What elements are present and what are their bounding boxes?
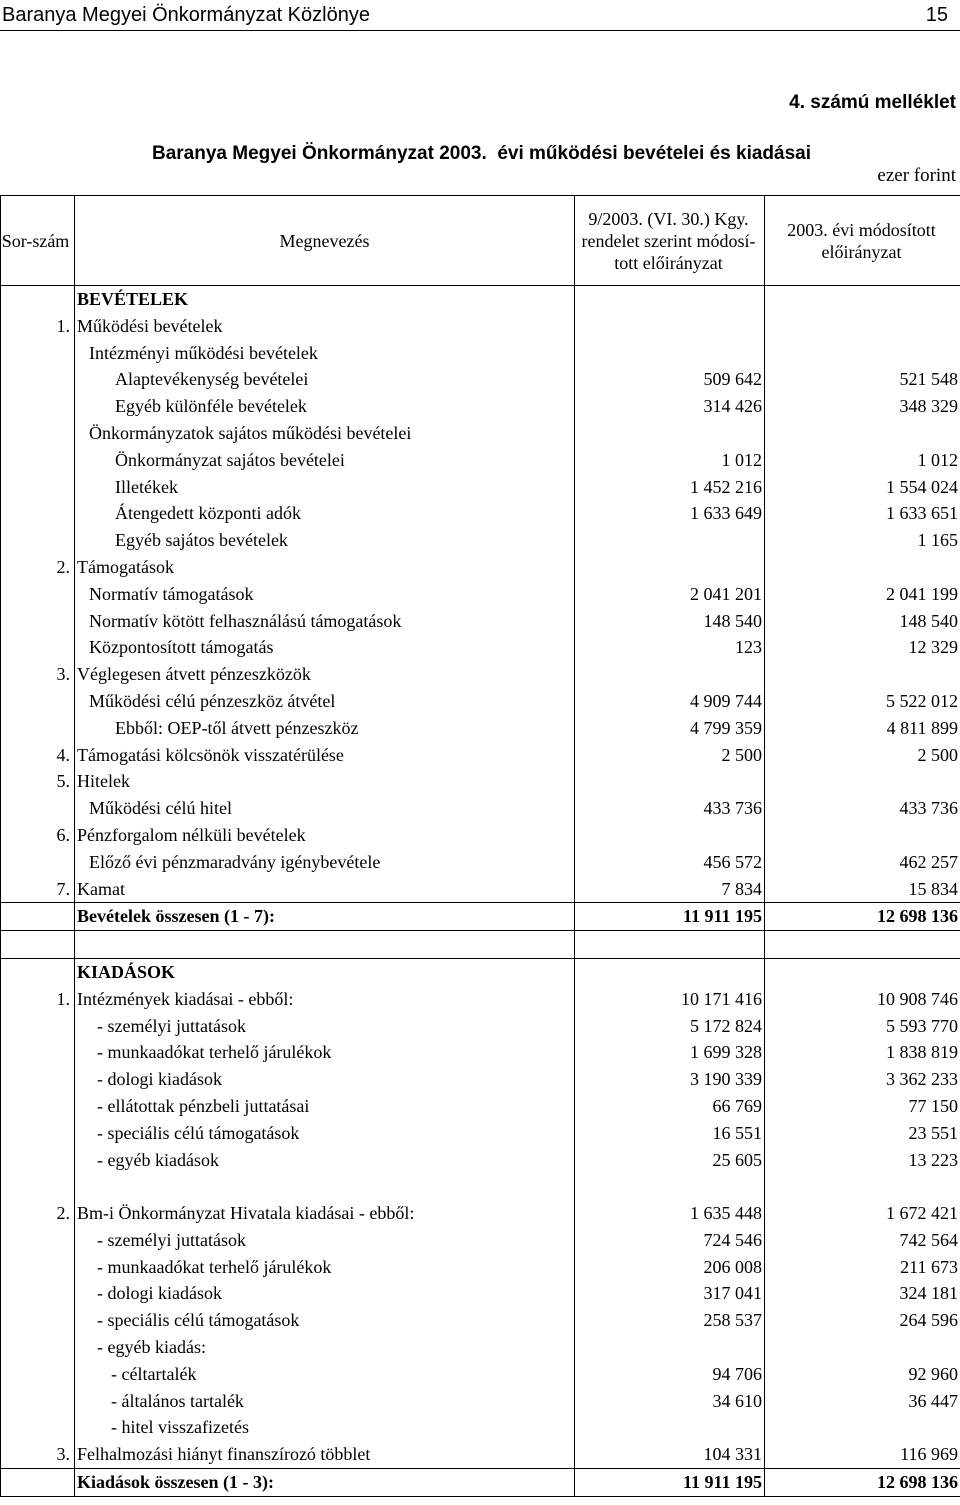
row-value-2003-modified bbox=[765, 931, 960, 959]
table-row bbox=[1, 1307, 960, 1334]
row-name: Támogatások bbox=[75, 554, 575, 581]
row-name: - általános tartalék bbox=[75, 1388, 575, 1415]
row-number bbox=[1, 286, 75, 313]
row-number bbox=[1, 688, 75, 715]
row-value-2003-modified: 12 698 136 bbox=[765, 1469, 960, 1497]
row-value-2003-modified: 1 012 bbox=[765, 447, 960, 474]
row-number bbox=[1, 447, 75, 474]
row-value-2003-decree: 1 635 448 bbox=[575, 1200, 765, 1227]
table-row bbox=[1, 634, 960, 661]
row-value-2003-decree bbox=[575, 661, 765, 688]
row-value-2003-decree: 148 540 bbox=[575, 608, 765, 635]
row-value-2003-modified: 742 564 bbox=[765, 1227, 960, 1254]
row-number: 5. bbox=[1, 768, 75, 795]
row-number bbox=[1, 1307, 75, 1334]
row-number: 3. bbox=[1, 661, 75, 688]
row-name: Ebből: OEP-től átvett pénzeszköz bbox=[75, 715, 575, 742]
row-number bbox=[1, 474, 75, 501]
row-number bbox=[1, 1227, 75, 1254]
row-number bbox=[1, 849, 75, 876]
table-row bbox=[1, 1361, 960, 1388]
table-row bbox=[1, 554, 960, 581]
row-value-2003-decree: 1 699 328 bbox=[575, 1039, 765, 1066]
row-number bbox=[1, 1066, 75, 1093]
row-name: - személyi juttatások bbox=[75, 1013, 575, 1040]
table-row bbox=[1, 1066, 960, 1093]
row-value-2003-modified: 12 329 bbox=[765, 634, 960, 661]
row-name: KIADÁSOK bbox=[75, 958, 575, 985]
row-value-2003-decree: 4 799 359 bbox=[575, 715, 765, 742]
row-value-2003-modified bbox=[765, 768, 960, 795]
row-number bbox=[1, 958, 75, 985]
row-value-2003-decree bbox=[575, 1173, 765, 1200]
table-row bbox=[1, 903, 960, 931]
row-name: Hitelek bbox=[75, 768, 575, 795]
row-value-2003-modified bbox=[765, 661, 960, 688]
table-row bbox=[1, 420, 960, 447]
document-title: Baranya Megyei Önkormányzat 2003. évi működési bevételei és kiadásai bbox=[152, 143, 811, 164]
row-number: 1. bbox=[1, 313, 75, 340]
row-number: 2. bbox=[1, 554, 75, 581]
table-row bbox=[1, 581, 960, 608]
row-value-2003-modified: 1 165 bbox=[765, 527, 960, 554]
table-row bbox=[1, 1414, 960, 1441]
row-value-2003-modified: 1 554 024 bbox=[765, 474, 960, 501]
row-value-2003-modified bbox=[765, 1334, 960, 1361]
row-value-2003-decree: 3 190 339 bbox=[575, 1066, 765, 1093]
row-number bbox=[1, 1469, 75, 1497]
row-value-2003-modified bbox=[765, 313, 960, 340]
table-row bbox=[1, 768, 960, 795]
row-value-2003-modified: 13 223 bbox=[765, 1147, 960, 1174]
table-row bbox=[1, 313, 960, 340]
row-name: - céltartalék bbox=[75, 1361, 575, 1388]
row-name: - speciális célú támogatások bbox=[75, 1120, 575, 1147]
row-name: Intézmények kiadásai - ebből: bbox=[75, 986, 575, 1013]
row-number bbox=[1, 1173, 75, 1200]
row-value-2003-decree: 433 736 bbox=[575, 795, 765, 822]
row-value-2003-modified: 324 181 bbox=[765, 1280, 960, 1307]
page-header bbox=[0, 0, 960, 31]
row-value-2003-decree bbox=[575, 420, 765, 447]
row-number bbox=[1, 1388, 75, 1415]
budget-table bbox=[0, 195, 960, 1497]
row-name: Egyéb különféle bevételek bbox=[75, 393, 575, 420]
table-row bbox=[1, 1173, 960, 1200]
row-name: - munkaadókat terhelő járulékok bbox=[75, 1039, 575, 1066]
row-value-2003-modified bbox=[765, 286, 960, 313]
row-number bbox=[1, 1013, 75, 1040]
row-name: - hitel visszafizetés bbox=[75, 1414, 575, 1441]
row-value-2003-decree: 10 171 416 bbox=[575, 986, 765, 1013]
row-number bbox=[1, 608, 75, 635]
row-value-2003-decree: 123 bbox=[575, 634, 765, 661]
row-value-2003-modified: 3 362 233 bbox=[765, 1066, 960, 1093]
row-name: Központosított támogatás bbox=[75, 634, 575, 661]
row-value-2003-decree bbox=[575, 1334, 765, 1361]
row-value-2003-decree: 258 537 bbox=[575, 1307, 765, 1334]
row-name: - dologi kiadások bbox=[75, 1280, 575, 1307]
row-value-2003-modified: 1 633 651 bbox=[765, 500, 960, 527]
row-value-2003-modified: 15 834 bbox=[765, 876, 960, 903]
row-number bbox=[1, 393, 75, 420]
row-value-2003-modified: 12 698 136 bbox=[765, 903, 960, 931]
row-number bbox=[1, 903, 75, 931]
row-name: Egyéb sajátos bevételek bbox=[75, 527, 575, 554]
row-number bbox=[1, 500, 75, 527]
row-value-2003-modified: 4 811 899 bbox=[765, 715, 960, 742]
row-value-2003-modified bbox=[765, 554, 960, 581]
row-value-2003-modified: 211 673 bbox=[765, 1254, 960, 1281]
row-value-2003-modified: 5 522 012 bbox=[765, 688, 960, 715]
column-header-no: Sor-szám bbox=[1, 196, 75, 286]
row-value-2003-decree: 11 911 195 bbox=[575, 903, 765, 931]
table-row bbox=[1, 1013, 960, 1040]
table-row bbox=[1, 1093, 960, 1120]
row-number bbox=[1, 581, 75, 608]
table-row bbox=[1, 876, 960, 903]
row-value-2003-decree bbox=[575, 340, 765, 367]
row-value-2003-decree: 509 642 bbox=[575, 366, 765, 393]
row-number bbox=[1, 1280, 75, 1307]
row-number: 4. bbox=[1, 742, 75, 769]
row-value-2003-modified: 92 960 bbox=[765, 1361, 960, 1388]
row-value-2003-decree: 5 172 824 bbox=[575, 1013, 765, 1040]
table-header-row bbox=[1, 196, 960, 286]
row-value-2003-decree: 1 452 216 bbox=[575, 474, 765, 501]
row-name: Alaptevékenység bevételei bbox=[75, 366, 575, 393]
row-number bbox=[1, 795, 75, 822]
row-number bbox=[1, 366, 75, 393]
publication-title: Baranya Megyei Önkormányzat Közlönye bbox=[2, 4, 370, 26]
row-value-2003-modified: 148 540 bbox=[765, 608, 960, 635]
table-row bbox=[1, 742, 960, 769]
column-header-v2: 2003. évi módosított előirányzat bbox=[765, 196, 960, 286]
table-row bbox=[1, 1200, 960, 1227]
row-name: Kamat bbox=[75, 876, 575, 903]
row-value-2003-decree bbox=[575, 313, 765, 340]
table-row bbox=[1, 1441, 960, 1468]
row-value-2003-decree: 4 909 744 bbox=[575, 688, 765, 715]
row-value-2003-decree: 456 572 bbox=[575, 849, 765, 876]
row-value-2003-decree: 1 012 bbox=[575, 447, 765, 474]
table-row bbox=[1, 1254, 960, 1281]
table-row bbox=[1, 447, 960, 474]
row-value-2003-decree bbox=[575, 286, 765, 313]
row-name: Önkormányzat sajátos bevételei bbox=[75, 447, 575, 474]
row-number: 6. bbox=[1, 822, 75, 849]
row-number bbox=[1, 1414, 75, 1441]
row-value-2003-modified: 5 593 770 bbox=[765, 1013, 960, 1040]
row-value-2003-modified: 10 908 746 bbox=[765, 986, 960, 1013]
row-number bbox=[1, 1334, 75, 1361]
budget-table-body bbox=[1, 196, 960, 1497]
row-value-2003-decree: 25 605 bbox=[575, 1147, 765, 1174]
table-row bbox=[1, 795, 960, 822]
table-row bbox=[1, 715, 960, 742]
row-value-2003-modified: 1 838 819 bbox=[765, 1039, 960, 1066]
row-value-2003-decree: 104 331 bbox=[575, 1441, 765, 1468]
row-name: Kiadások összesen (1 - 3): bbox=[75, 1469, 575, 1497]
table-row bbox=[1, 1280, 960, 1307]
row-name: Bm-i Önkormányzat Hivatala kiadásai - ebből: bbox=[75, 1200, 575, 1227]
row-number bbox=[1, 1120, 75, 1147]
row-value-2003-modified: 264 596 bbox=[765, 1307, 960, 1334]
row-value-2003-modified bbox=[765, 420, 960, 447]
row-value-2003-decree bbox=[575, 768, 765, 795]
row-name: Véglegesen átvett pénzeszközök bbox=[75, 661, 575, 688]
row-name: Felhalmozási hiányt finanszírozó többlet bbox=[75, 1441, 575, 1468]
row-value-2003-decree: 34 610 bbox=[575, 1388, 765, 1415]
row-value-2003-modified: 2 041 199 bbox=[765, 581, 960, 608]
row-name: Intézményi működési bevételek bbox=[75, 340, 575, 367]
row-value-2003-decree bbox=[575, 554, 765, 581]
row-value-2003-decree bbox=[575, 527, 765, 554]
row-number bbox=[1, 1254, 75, 1281]
row-number: 1. bbox=[1, 986, 75, 1013]
row-number bbox=[1, 420, 75, 447]
annex-label: 4. számú melléklet bbox=[789, 92, 956, 113]
row-value-2003-modified bbox=[765, 958, 960, 985]
row-value-2003-decree: 11 911 195 bbox=[575, 1469, 765, 1497]
row-value-2003-modified: 462 257 bbox=[765, 849, 960, 876]
row-value-2003-decree bbox=[575, 931, 765, 959]
table-row bbox=[1, 393, 960, 420]
row-number bbox=[1, 1147, 75, 1174]
page-number: 15 bbox=[925, 4, 948, 26]
row-name: - dologi kiadások bbox=[75, 1066, 575, 1093]
table-row bbox=[1, 1039, 960, 1066]
row-name: Támogatási kölcsönök visszatérülése bbox=[75, 742, 575, 769]
row-value-2003-decree: 1 633 649 bbox=[575, 500, 765, 527]
row-value-2003-decree: 66 769 bbox=[575, 1093, 765, 1120]
row-value-2003-modified: 36 447 bbox=[765, 1388, 960, 1415]
table-row bbox=[1, 1334, 960, 1361]
table-row bbox=[1, 474, 960, 501]
row-name bbox=[75, 1173, 575, 1200]
row-value-2003-modified: 521 548 bbox=[765, 366, 960, 393]
table-row bbox=[1, 1227, 960, 1254]
row-number: 7. bbox=[1, 876, 75, 903]
row-number: 2. bbox=[1, 1200, 75, 1227]
row-value-2003-decree: 317 041 bbox=[575, 1280, 765, 1307]
row-value-2003-modified bbox=[765, 1414, 960, 1441]
row-name: Önkormányzatok sajátos működési bevételei bbox=[75, 420, 575, 447]
row-name: Illetékek bbox=[75, 474, 575, 501]
row-value-2003-decree: 7 834 bbox=[575, 876, 765, 903]
table-row bbox=[1, 849, 960, 876]
table-row bbox=[1, 958, 960, 985]
row-number bbox=[1, 1039, 75, 1066]
table-row bbox=[1, 608, 960, 635]
row-number bbox=[1, 1361, 75, 1388]
row-number bbox=[1, 931, 75, 959]
row-name: - speciális célú támogatások bbox=[75, 1307, 575, 1334]
table-row bbox=[1, 286, 960, 313]
row-value-2003-decree: 206 008 bbox=[575, 1254, 765, 1281]
unit-label: ezer forint bbox=[877, 165, 956, 186]
row-name: - ellátottak pénzbeli juttatásai bbox=[75, 1093, 575, 1120]
row-name: - személyi juttatások bbox=[75, 1227, 575, 1254]
row-value-2003-decree: 94 706 bbox=[575, 1361, 765, 1388]
row-number bbox=[1, 1093, 75, 1120]
row-value-2003-decree bbox=[575, 1414, 765, 1441]
table-row bbox=[1, 822, 960, 849]
row-value-2003-decree bbox=[575, 958, 765, 985]
row-value-2003-modified bbox=[765, 822, 960, 849]
row-value-2003-modified: 23 551 bbox=[765, 1120, 960, 1147]
table-row bbox=[1, 1120, 960, 1147]
table-row bbox=[1, 1147, 960, 1174]
row-name: - egyéb kiadás: bbox=[75, 1334, 575, 1361]
row-value-2003-decree: 2 500 bbox=[575, 742, 765, 769]
row-value-2003-decree: 724 546 bbox=[575, 1227, 765, 1254]
row-value-2003-modified: 348 329 bbox=[765, 393, 960, 420]
row-value-2003-modified: 1 672 421 bbox=[765, 1200, 960, 1227]
row-name: Működési célú pénzeszköz átvétel bbox=[75, 688, 575, 715]
row-name: BEVÉTELEK bbox=[75, 286, 575, 313]
row-name: Működési bevételek bbox=[75, 313, 575, 340]
row-value-2003-modified bbox=[765, 1173, 960, 1200]
table-row bbox=[1, 986, 960, 1013]
row-value-2003-decree: 16 551 bbox=[575, 1120, 765, 1147]
row-number: 3. bbox=[1, 1441, 75, 1468]
row-name: Átengedett központi adók bbox=[75, 500, 575, 527]
row-number bbox=[1, 527, 75, 554]
row-name: Működési célú hitel bbox=[75, 795, 575, 822]
row-name: Normatív támogatások bbox=[75, 581, 575, 608]
table-row bbox=[1, 366, 960, 393]
column-header-v1: 9/2003. (VI. 30.) Kgy. rendelet szerint módosí-tott előirányzat bbox=[575, 196, 765, 286]
row-value-2003-modified: 77 150 bbox=[765, 1093, 960, 1120]
row-value-2003-modified: 2 500 bbox=[765, 742, 960, 769]
row-value-2003-decree: 2 041 201 bbox=[575, 581, 765, 608]
column-header-name: Megnevezés bbox=[75, 196, 575, 286]
row-name: - munkaadókat terhelő járulékok bbox=[75, 1254, 575, 1281]
table-row bbox=[1, 500, 960, 527]
row-value-2003-modified: 116 969 bbox=[765, 1441, 960, 1468]
row-value-2003-modified: 433 736 bbox=[765, 795, 960, 822]
row-number bbox=[1, 340, 75, 367]
row-name: Pénzforgalom nélküli bevételek bbox=[75, 822, 575, 849]
row-name: Normatív kötött felhasználású támogatások bbox=[75, 608, 575, 635]
row-number bbox=[1, 634, 75, 661]
table-row bbox=[1, 688, 960, 715]
row-value-2003-decree: 314 426 bbox=[575, 393, 765, 420]
row-name: Előző évi pénzmaradvány igénybevétele bbox=[75, 849, 575, 876]
row-value-2003-decree bbox=[575, 822, 765, 849]
row-number bbox=[1, 715, 75, 742]
row-name: - egyéb kiadások bbox=[75, 1147, 575, 1174]
row-name bbox=[75, 931, 575, 959]
row-value-2003-modified bbox=[765, 340, 960, 367]
table-row bbox=[1, 1388, 960, 1415]
table-row bbox=[1, 527, 960, 554]
table-row bbox=[1, 340, 960, 367]
row-name: Bevételek összesen (1 - 7): bbox=[75, 903, 575, 931]
table-row bbox=[1, 931, 960, 959]
table-row bbox=[1, 1469, 960, 1497]
table-row bbox=[1, 661, 960, 688]
